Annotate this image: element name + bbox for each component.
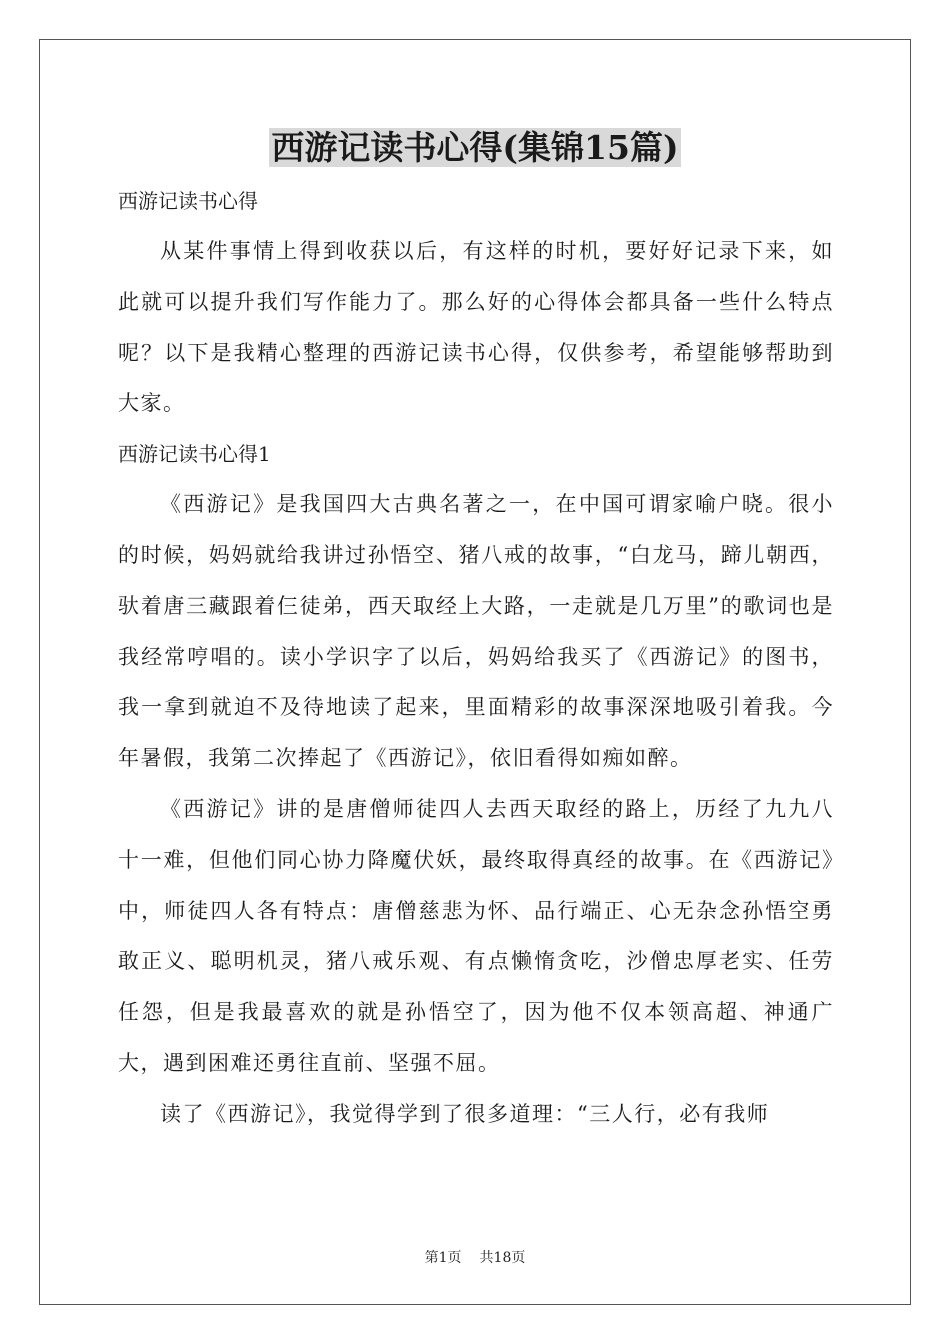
section-heading-1: 西游记读书心得1 (118, 442, 271, 467)
page-footer (0, 1247, 950, 1267)
document-title-text: 西游记读书心得(集锦15篇) (271, 128, 679, 167)
page-number-current: 第1页 (424, 1250, 462, 1266)
body-paragraph: 读了《西游记》，我觉得学到了很多道理：“三人行，必有我师 (160, 1101, 770, 1126)
page-number-total: 共18页 (479, 1250, 526, 1266)
document-title (0, 126, 950, 170)
intro-paragraph: 从某件事情上得到收获以后，有这样的时机，要好好记录下来，如此就可以提升我们写作能力了。那么好的心得体会都具备一些什么特点呢？以下是我精心整理的西游记读书心得，仅供参考，希望能够帮助到大家。 (118, 239, 834, 416)
body-paragraph: 《西游记》是我国四大古典名著之一，在中国可谓家喻户晓。很小的时候，妈妈就给我讲过孙悟空、猪八戒的故事，“白龙马，蹄儿朝西，驮着唐三藏跟着仨徒弟，西天取经上大路，一走就是几万里”的歌词也是我经常哼唱的。读小学识字了以后，妈妈给我买了《西游记》的图书，我一拿到就迫不及待地读了起来，里面精彩的故事深深地吸引着我。今年暑假，我第二次捧起了《西游记》，依旧看得如痴如醉。 (118, 492, 834, 771)
document-body (118, 176, 834, 1140)
intro-heading: 西游记读书心得 (118, 189, 258, 213)
body-paragraph: 《西游记》讲的是唐僧师徒四人去西天取经的路上，历经了九九八十一难，但他们同心协力降魔伏妖，最终取得真经的故事。在《西游记》中，师徒四人各有特点：唐僧慈悲为怀、品行端正、心无杂念孙悟空勇敢正义、聪明机灵，猪八戒乐观、有点懒惰贪吃，沙僧忠厚老实、任劳任怨，但是我最喜欢的就是孙悟空了，因为他不仅本领高超、神通广大，遇到困难还勇往直前、坚强不屈。 (118, 796, 834, 1075)
